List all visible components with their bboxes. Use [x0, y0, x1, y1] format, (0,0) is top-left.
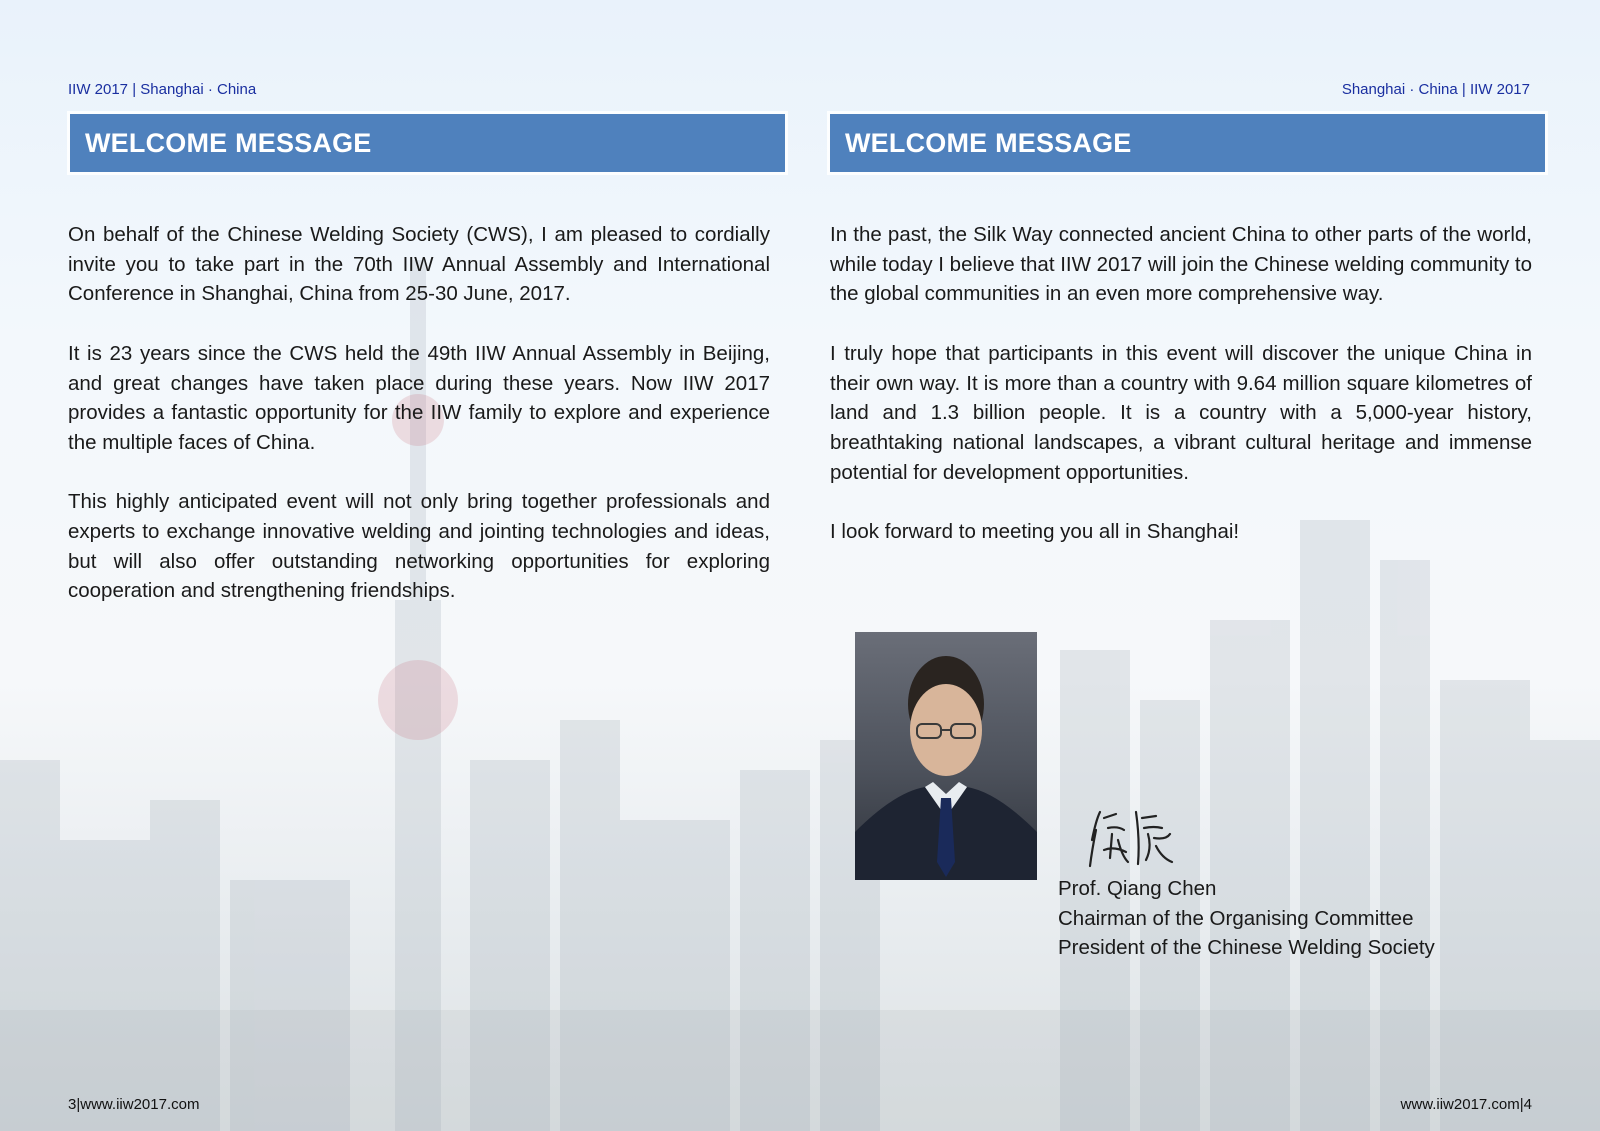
signer-name: Prof. Qiang Chen	[1058, 877, 1217, 900]
signer-block	[1058, 874, 1435, 963]
paragraph: I look forward to meeting you all in Shanghai!	[830, 520, 1240, 543]
page-footer: www.iiw2017.com|4	[1400, 1096, 1532, 1113]
running-head: IIW 2017 | Shanghai · China	[68, 81, 257, 98]
paragraph: This highly anticipated event will not only bring together professionals and experts to exchange innovative welding and jointing technologies and ideas, but will also offer outstanding networking opportunities for exploring cooperation and strengthening friendships.	[68, 490, 770, 603]
signer-role: President of the Chinese Welding Society	[1058, 936, 1435, 960]
section-title-bar	[70, 114, 785, 172]
section-title: WELCOME MESSAGE	[85, 128, 372, 158]
paragraph: I truly hope that participants in this event will discover the unique China in their own way. It is more than a country with 9.64 million square kilometres of land and 1.3 billion people. It is a country with a 5,000-year history, breathtaking national landscapes, a vibrant cultural heritage and immense potential for development opportunities.	[830, 341, 1532, 484]
signature	[1082, 800, 1182, 872]
running-head: Shanghai · China | IIW 2017	[1341, 81, 1530, 98]
signer-role: Chairman of the Organising Committee	[1058, 906, 1414, 930]
paragraph: In the past, the Silk Way connected ancient China to other parts of the world, while today I believe that IIW 2017 will join the Chinese welding community to the global communities in an even more comprehensive way.	[830, 223, 1532, 306]
paragraph: It is 23 years since the CWS held the 49th IIW Annual Assembly in Beijing, and great changes have taken place during these years. Now IIW 2017 provides a fantastic opportunity for the IIW family to explore and experience the multiple faces of China.	[68, 341, 770, 454]
page-footer: 3|www.iiw2017.com	[68, 1096, 200, 1113]
section-title: WELCOME MESSAGE	[845, 128, 1132, 158]
right-page	[800, 0, 1600, 1131]
welcome-body	[68, 220, 770, 636]
paragraph: On behalf of the Chinese Welding Society (CWS), I am pleased to cordially invite you to take part in the 70th IIW Annual Assembly and International Conference in Shanghai, China from 25-30 June, 2017.	[68, 223, 770, 306]
welcome-body	[830, 220, 1532, 576]
section-title-bar	[830, 114, 1545, 172]
portrait-photo	[855, 632, 1037, 880]
